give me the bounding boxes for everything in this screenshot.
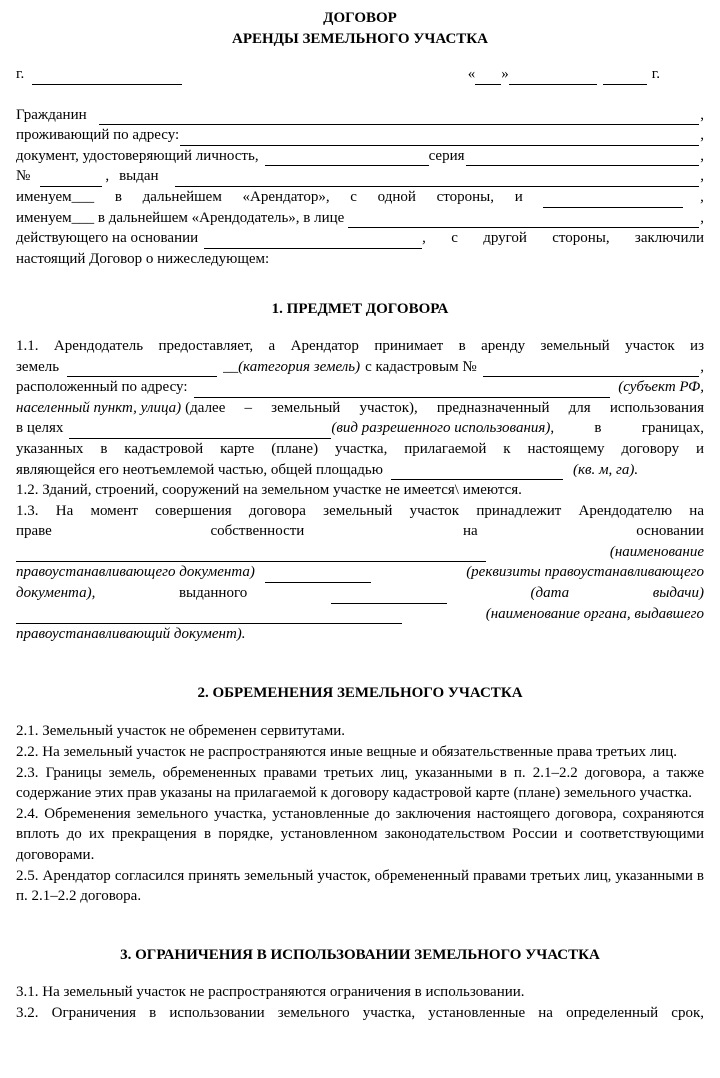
- located-label: расположенный по адресу:: [16, 379, 188, 396]
- city-prefix: г.: [16, 66, 25, 82]
- organ-hint: (наименование органа, выдавшего: [485, 605, 704, 622]
- plot-address-field[interactable]: [194, 384, 611, 398]
- clause-3-1: 3.1. На земельный участок не распространяются ограничения в использовании.: [16, 984, 525, 1001]
- right-word: на: [462, 523, 478, 540]
- place-date-line: [16, 64, 704, 85]
- section-3-heading: 3. ОГРАНИЧЕНИЯ В ИСПОЛЬЗОВАНИИ ЗЕМЕЛЬНОГО УЧАСТКА: [120, 946, 600, 963]
- basis-field[interactable]: [204, 235, 422, 249]
- named-word: и: [514, 188, 523, 205]
- quote-close: »: [501, 66, 509, 82]
- permitted-use-field[interactable]: [69, 425, 331, 439]
- tenant-named-line: именуем___ в дальнейшем «Арендатор», с одной стороны, и ,: [16, 187, 704, 208]
- basis-tail: , с другой стороны, заключили: [422, 230, 704, 247]
- clause-3-2: 3.2. Ограничения в использовании земельного участка, установленные на определенный срок,: [16, 1004, 704, 1021]
- issue-date-field[interactable]: [331, 590, 447, 604]
- clause-1-3-naming-line: [16, 542, 704, 563]
- clause-1-3-line: 1.3. На момент совершения договора земельный участок принадлежит Арендодателю на: [16, 502, 704, 519]
- basis-line: [16, 228, 704, 249]
- clause-2-3: 2.3. Границы земель, обремененных правами третьих лиц, указанными в п. 2.1–2.2 договора, а также содержание этих прав указаны на прилагаемой к договору кадастровой карте (плане) земельного участка.: [16, 764, 704, 802]
- residing-address-field[interactable]: [180, 132, 699, 146]
- locality-hint: населенный пункт, улица): [16, 399, 182, 416]
- issuing-organ-field[interactable]: [16, 610, 402, 624]
- category-hint: (категория земель): [238, 358, 361, 375]
- id-document-line: документ, удостоверяющий личность, серия ,: [16, 146, 704, 167]
- document-number-field[interactable]: [40, 173, 102, 187]
- issue-hint: выдачи): [652, 585, 704, 602]
- year-suffix: г.: [651, 66, 660, 82]
- land-category-field[interactable]: [67, 363, 217, 377]
- clause-1-3-requisites-line: [16, 562, 704, 583]
- series-label: серия: [428, 147, 465, 164]
- naming-hint: (наименование: [609, 543, 704, 560]
- requisites-field[interactable]: [265, 569, 371, 583]
- section-2-heading: 2. ОБРЕМЕНЕНИЯ ЗЕМЕЛЬНОГО УЧАСТКА: [197, 684, 523, 701]
- clause-1-1-area-line: [16, 460, 704, 481]
- section-1-heading: 1. ПРЕДМЕТ ДОГОВОРА: [271, 301, 449, 318]
- clause-2-1: 2.1. Земельный участок не обременен сервитутами.: [16, 723, 346, 740]
- named-word: с: [350, 188, 357, 205]
- clause-1-1-address-line: [16, 377, 704, 398]
- landlord-named-line: именуем___ в дальнейшем «Арендодатель», в лице ,: [16, 208, 704, 229]
- clause-1-1-purpose-line: [16, 418, 704, 439]
- address-line: проживающий по адресу: ,: [16, 125, 704, 146]
- issued-word: выданного: [178, 585, 248, 602]
- document-title: ДОГОВОР: [323, 10, 397, 26]
- citizen-line: Гражданин ,: [16, 105, 704, 126]
- comma: ,: [700, 358, 704, 375]
- document-type-field[interactable]: [265, 152, 429, 166]
- clause-1-1-land-line: [16, 357, 704, 378]
- clause-1-3-end: правоустанавливающий документ).: [16, 626, 246, 643]
- area-units-hint: (кв. м, га).: [572, 461, 639, 478]
- clause-1-1-locality-line: [16, 398, 704, 419]
- clause-2-2: 2.2. На земельный участок не распространяются иные вещные и обязательственные права третьих лиц.: [16, 744, 678, 761]
- document-hint: документа),: [16, 585, 96, 602]
- tenant-role: «Арендатор»,: [242, 188, 330, 205]
- category-underscores: __: [223, 358, 239, 375]
- date-hint: (дата: [530, 585, 570, 602]
- named-word: дальнейшем: [142, 188, 222, 205]
- clause-2-4: 2.4. Обременения земельного участка, установленные до заключения настоящего договора, сохраняются вплоть до их прекращения в порядке, установленном законодательством России и соответствующими договорами.: [16, 805, 704, 863]
- within-text: , в границах,: [550, 420, 704, 437]
- requisites-hint: (реквизиты правоустанавливающего: [466, 564, 704, 581]
- clause-1-3-right-line: [16, 521, 704, 542]
- subject-hint: (субъект РФ,: [618, 379, 704, 396]
- right-word: основании: [636, 523, 704, 540]
- title-document-field[interactable]: [16, 548, 486, 562]
- year-field[interactable]: [603, 71, 647, 85]
- cadastral-number-field[interactable]: [483, 363, 700, 377]
- basis-label: действующего на основании: [16, 230, 199, 247]
- series-field[interactable]: [466, 152, 700, 166]
- clause-1-3-organ-line: [16, 604, 704, 625]
- document-subtitle: АРЕНДЫ ЗЕМЕЛЬНОГО УЧАСТКА: [231, 31, 489, 47]
- residing-label: проживающий по адресу:: [16, 127, 180, 144]
- area-field[interactable]: [391, 466, 563, 480]
- document-label: документ, удостоверяющий личность,: [16, 147, 259, 164]
- right-word: собственности: [210, 523, 305, 540]
- permitted-use-hint: (вид разрешенного использования): [331, 420, 551, 437]
- land-label: земель: [16, 358, 60, 375]
- month-field[interactable]: [509, 71, 597, 85]
- clause-1-2: 1.2. Зданий, строений, сооружений на земельном участке не имеется\ имеются.: [16, 482, 522, 499]
- issued-by-field[interactable]: [175, 173, 700, 187]
- cadastral-label: с кадастровым №: [365, 358, 477, 375]
- clause-1-1-cadastral-map-line: указанных в кадастровой карте (плане) участка, прилагаемой к настоящему договору и: [16, 440, 704, 457]
- right-word: праве: [16, 523, 52, 540]
- named-word: одной: [377, 188, 416, 205]
- named-word: именуем___: [16, 188, 95, 205]
- number-label: №: [16, 168, 31, 185]
- clause-2-5: 2.5. Арендатор согласился принять земельный участок, обремененный правами третьих лиц, указанными в п. 2.1–2.2 договора.: [16, 867, 704, 905]
- issued-label: выдан: [119, 168, 159, 185]
- title-document-hint: правоустанавливающего документа): [16, 564, 255, 581]
- citizen-label: Гражданин: [16, 106, 87, 123]
- named-word: в: [114, 188, 122, 205]
- landlord-representative-field[interactable]: [348, 214, 699, 228]
- purposes-label: в целях: [16, 420, 64, 437]
- landlord-role: именуем___ в дальнейшем «Арендодатель», в лице: [16, 209, 345, 226]
- city-field[interactable]: [32, 71, 182, 85]
- clause-1-1-line: 1.1. Арендодатель предоставляет, а Арендатор принимает в аренду земельный участок из: [16, 337, 704, 354]
- purpose-text: (далее – земельный участок), предназначенный для использования: [185, 399, 704, 416]
- number-issued-line: № , выдан ,: [16, 166, 704, 187]
- named-word: стороны,: [436, 188, 494, 205]
- citizen-name-field[interactable]: [99, 111, 700, 125]
- day-field[interactable]: [475, 71, 501, 85]
- clause-1-3-issued-line: [16, 583, 704, 604]
- quote-open: «: [467, 66, 476, 82]
- area-label: являющейся его неотъемлемой частью, общей площадью: [16, 461, 383, 478]
- landlord-name-field[interactable]: [543, 194, 683, 208]
- closing-sentence: настоящий Договор о нижеследующем:: [16, 250, 270, 267]
